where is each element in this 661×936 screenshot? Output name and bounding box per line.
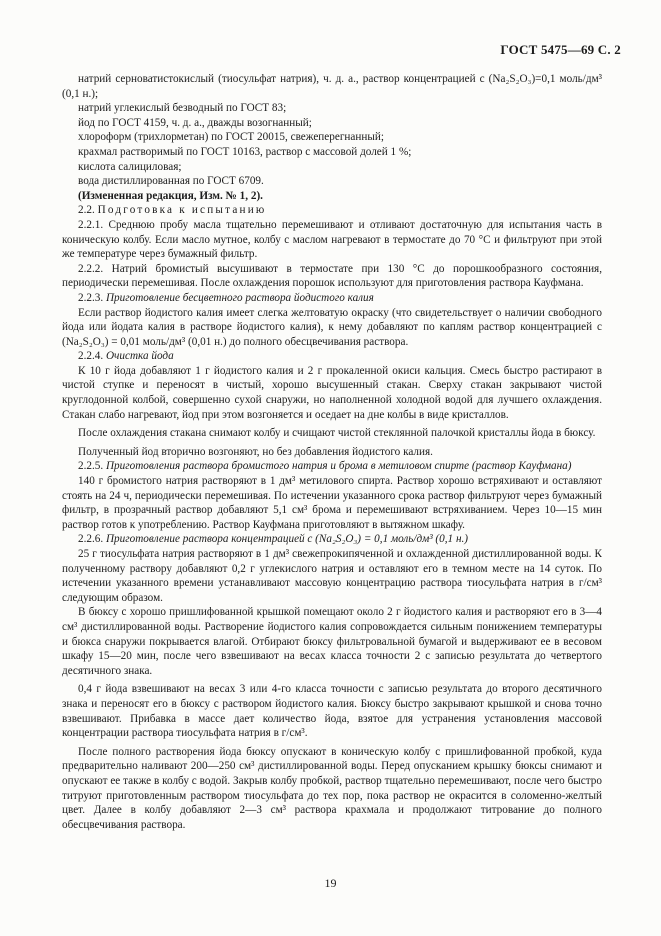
section-number: 2.2.5. bbox=[78, 460, 104, 473]
section-heading-2-2 bbox=[62, 203, 602, 218]
section-number: 2.2.4. bbox=[78, 350, 104, 363]
page-header: ГОСТ 5475—69 С. 2 bbox=[500, 42, 621, 57]
reagent-item: вода дистиллированная по ГОСТ 6709. bbox=[78, 175, 264, 188]
paragraph-2-2-6-d: После полного растворения йода бюксу опускают в коническую колбу с пришлифованной пробкой, куда предварительно наливают 200—250 см³ дистиллированной воды. Перед опусканием крышку бюксы снимают и опускают ее также в колбу с водой. Закрыв колбу пробкой, раствор тщательно перемешивают, после чего быстро титруют приготовленным раствором тиосульфата до тех пор, пока раствор не окрасится в соломенно-желтый цвет. Далее в колбу добавляют 2—3 см³ раствора крахмала и продолжают титрование до полного обесцвечивания раствора. bbox=[62, 745, 602, 831]
section-title: Очистка йода bbox=[105, 350, 174, 363]
paragraph-2-2-4-a: К 10 г йода добавляют 1 г йодистого калия и 2 г прокаленной окиси кальция. Смесь быстро растирают в чистой ступке и переносят в чистый, хорошо высушенный стакан. Сверху стакан закрывают чистой круглодонной колбой, совершенно сухой снаружи, но наполненной холодной водой для лучшего охлаждения. Стакан слабо нагревают, йод при этом возгоняется и оседает на дне колбы в виде кристаллов. bbox=[62, 364, 602, 421]
section-title: Подготовка к испытанию bbox=[97, 204, 267, 217]
reagent-item: йод по ГОСТ 4159, ч. д. а., дважды возогнанный; bbox=[78, 116, 312, 129]
paragraph-2-2-6-b: В бюксу с хорошо пришлифованной крышкой помещают около 2 г йодистого калия и растворяют его в 3—4 см³ дистиллированной воды. Растворение йодистого калия сопровождается сильным понижением температуры и бюкса снаружи покрывается влагой. Отбирают бюксу фильтровальной бумагой и выдерживают ее в весовом шкафу 15—20 мин, после чего взвешивают на весах класса точности 2 с записью результата до четвертого десятичного знака. bbox=[62, 606, 602, 677]
paragraph-2-2-1: 2.2.1. Среднюю пробу масла тщательно перемешивают и отливают достаточную для испытания часть в коническую колбу. Если масло мутное, колбу с маслом нагревают в термостате до 70 °C и фильтруют при этой же температуре через бумажный фильтр. bbox=[62, 218, 602, 261]
revision-note: (Измененная редакция, Изм. № 1, 2). bbox=[78, 189, 263, 202]
page-number: 19 bbox=[324, 876, 337, 890]
reagent-item: кислота салициловая; bbox=[78, 160, 182, 173]
section-heading-2-2-4 bbox=[62, 349, 602, 364]
section-title: Приготовление бесцветного раствора йодистого калия bbox=[105, 291, 374, 304]
paragraph-2-2-2: 2.2.2. Натрий бромистый высушивают в термостате при 130 °C до порошкообразного состояния, периодически перемешивая. После охлаждения порошок используют для приготовления раствора Кауфмана. bbox=[62, 262, 602, 290]
reagent-item: натрий углекислый безводный по ГОСТ 83; bbox=[78, 102, 287, 115]
section-number: 2.2.3. bbox=[78, 291, 104, 304]
section-heading-2-2-5 bbox=[62, 459, 602, 474]
reagent-item: крахмал растворимый по ГОСТ 10163, раствор с массовой долей 1 %; bbox=[78, 145, 412, 158]
section-number: 2.2.6. bbox=[78, 533, 104, 546]
paragraph-2-2-4-b: После охлаждения стакана снимают колбу и счищают чистой стеклянной палочкой кристаллы йода в бюксу. bbox=[78, 427, 596, 440]
paragraph-2-2-4-c: Полученный йод вторично возгоняют, но без добавления йодистого калия. bbox=[78, 445, 433, 458]
paragraph-2-2-6-a: 25 г тиосульфата натрия растворяют в 1 дм³ свежепрокипяченной и охлажденной дистиллированной воды. К полученному раствору добавляют 0,2 г углекислого натрия и оставляют его в темном месте на 14 суток. По истечении указанного времени устанавливают массовую концентрацию раствора тиосульфата натрия в г/см³ следующим образом. bbox=[62, 548, 602, 604]
section-number: 2.2. bbox=[78, 204, 95, 217]
paragraph-2-2-5: 140 г бромистого натрия растворяют в 1 дм³ метилового спирта. Раствор хорошо встряхивают и оставляют стоять на 24 ч, периодически перемешивая. По истечении указанного срока раствор фильтруют через бумажный фильтр, в прозрачный раствор добавляют 5,1 см³ брома и перемешивают встряхиванием. Через 10—15 мин раствор готов к употреблению. Раствор Кауфмана приготовляют в вытяжном шкафу. bbox=[62, 475, 602, 531]
section-title: Приготовление раствора концентрацией c (Na₂S₂O₃) = 0,1 моль/дм³ (0,1 н.) bbox=[105, 533, 469, 546]
section-heading-2-2-6 bbox=[62, 532, 602, 547]
reagent-item: натрий серноватистокислый (тиосульфат натрия), ч. д. а., раствор концентрацией c (Na₂S₂O₃)=0,1 моль/дм³ (0,1 н.); bbox=[62, 73, 602, 100]
section-heading-2-2-3 bbox=[62, 291, 602, 306]
section-title: Приготовления раствора бромистого натрия и брома в метиловом спирте (раствор Кауфмана) bbox=[105, 460, 572, 473]
document-body bbox=[62, 72, 602, 832]
reagent-item: хлороформ (трихлорметан) по ГОСТ 20015, свежеперегнанный; bbox=[78, 131, 384, 144]
paragraph-2-2-6-c: 0,4 г йода взвешивают на весах 3 или 4-го класса точности с записью результата до второго десятичного знака и переносят его в бюксу с раствором йодистого калия. Бюксу быстро закрывают крышкой и снова точно взвешивают. Прибавка в массе дает количество йода, взятое для устранения установления массовой концентрации раствора тиосульфата натрия в г/см³. bbox=[62, 683, 602, 740]
paragraph-2-2-3: Если раствор йодистого калия имеет слегка желтоватую окраску (что свидетельствует о наличии свободного йода или йодата калия в растворе йодистого калия), к нему добавляют по каплям раствор концентрацией c (Na₂S₂O₃) = 0,01 моль/дм³ (0,01 н.) до полного обесцвечивания раствора. bbox=[62, 306, 602, 348]
